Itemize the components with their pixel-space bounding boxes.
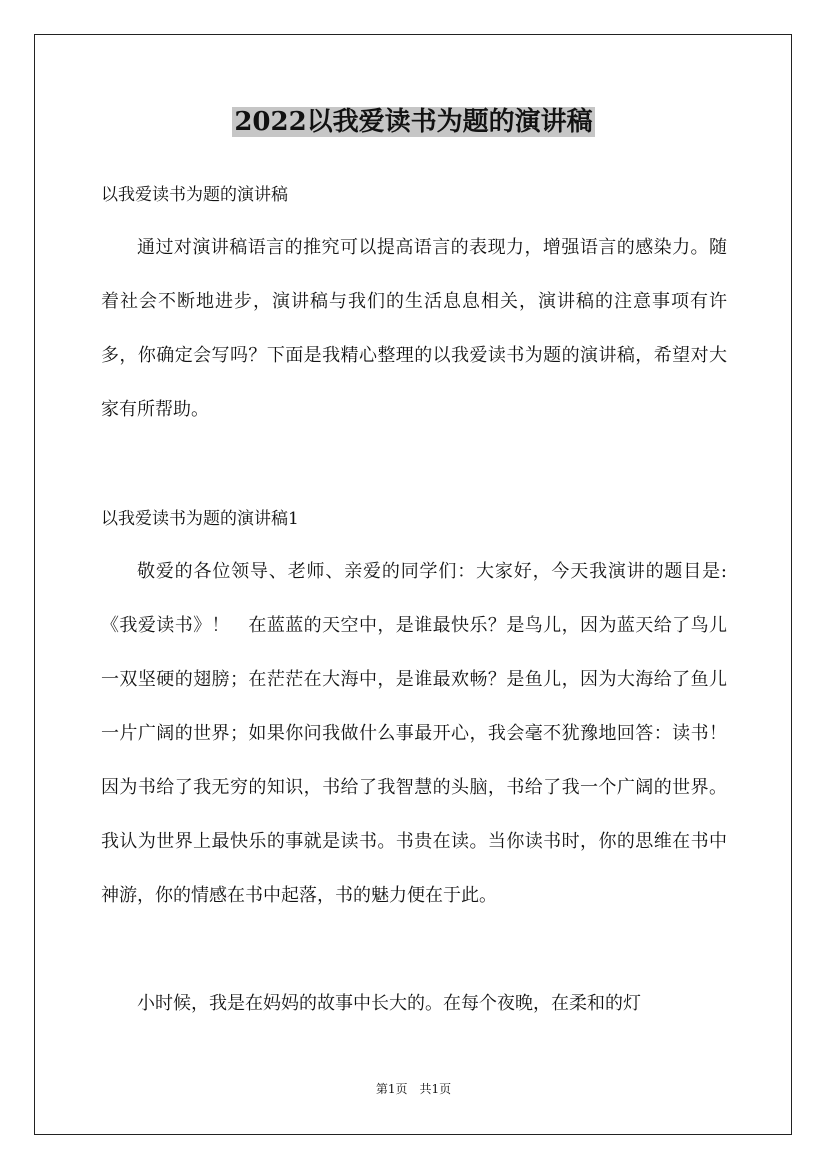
body-paragraph-1: 敬爱的各位领导、老师、亲爱的同学们：大家好，今天我演讲的题目是:《我爱读书》！ 在蓝蓝的天空中，是谁最快乐？是鸟儿，因为蓝天给了鸟儿一双坚硬的翅膀；在茫茫在大海中，是谁最欢畅？是鱼儿，因为大海给了鱼儿一片广阔的世界；如果你问我做什么事最开心，我会毫不犹豫地回答：读书！因为书给了我无穷的知识，书给了我智慧的头脑，书给了我一个广阔的世界。我认为世界上最快乐的事就是读书。书贵在读。当你读书时，你的思维在书中神游，你的情感在书中起落，书的魅力便在于此。 xyxy=(101,561,727,906)
subtitle: 以我爱读书为题的演讲稿 xyxy=(101,185,288,205)
body-paragraph-2: 小时候，我是在妈妈的故事中长大的。在每个夜晚，在柔和的灯 xyxy=(137,993,641,1014)
document-title-text: 2022以我爱读书为题的演讲稿 xyxy=(234,107,593,137)
document-title xyxy=(0,102,827,142)
page-footer: 第1页 共1页 xyxy=(375,1082,452,1096)
section-heading: 以我爱读书为题的演讲稿1 xyxy=(101,509,299,529)
intro-paragraph: 通过对演讲稿语言的推究可以提高语言的表现力，增强语言的感染力。随着社会不断地进步，演讲稿与我们的生活息息相关，演讲稿的注意事项有许多，你确定会写吗？下面是我精心整理的以我爱读书为题的演讲稿，希望对大家有所帮助。 xyxy=(101,237,727,420)
